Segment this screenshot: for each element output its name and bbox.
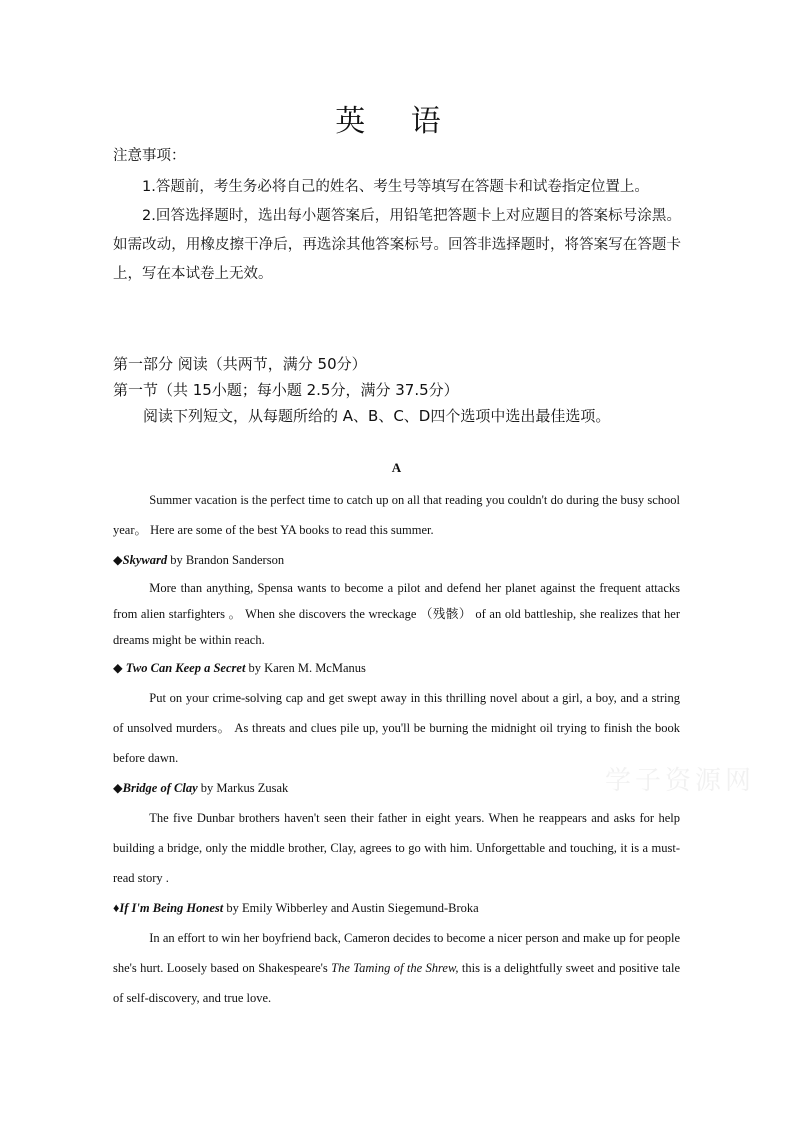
part-header [113, 351, 693, 429]
instruction: 阅读下列短文，从每题所给的 A、B、C、D四个选项中选出最佳选项。 [143, 407, 611, 425]
book-desc-4 [113, 923, 680, 1013]
book-heading-4 [113, 893, 680, 923]
bullet-icon: ◆ [113, 781, 123, 795]
book-heading-1 [113, 545, 680, 575]
book-desc-1: More than anything, Spensa wants to become a pilot and defend her planet against the frequent attacks from alien starfighters 。 When she discovers the wreckage （残骸） of an old battleship, she realizes that her dreams might be within reach. [113, 581, 680, 647]
bullet-icon: ♦ [113, 901, 120, 915]
book-author: by Karen M. McManus [245, 661, 366, 675]
bullet-icon: ◆ [113, 661, 126, 675]
notice-item-2: 2.回答选择题时，选出每小题答案后，用铅笔把答题卡上对应题目的答案标号涂黑。 如需改动，用橡皮擦干净后，再选涂其他答案标号。回答非选择题时，将答案写在答题卡 上，写在本试卷上无效。 [113, 208, 681, 282]
book-author: by Emily Wibberley and Austin Siegemund-Broka [223, 901, 479, 915]
watermark: 学子资源网 [605, 766, 756, 796]
notice-item-1: 1.答题前，考生务必将自己的姓名、考生号等填写在答题卡和试卷指定位置上。 [142, 179, 649, 195]
section-title: 第一节（共 15小题；每小题 2.5分，满分 37.5分） [113, 381, 459, 399]
book-author: by Markus Zusak [197, 781, 289, 795]
passage-a [113, 458, 680, 1013]
book-title: Two Can Keep a Secret [125, 661, 246, 675]
book-title: If I'm Being Honest [119, 901, 224, 915]
book-desc-2: Put on your crime-solving cap and get swept away in this thrilling novel about a girl, a boy, and a string of unsolved murders。 As threats and clues pile up, you'll be burning the midnight oil trying to finish the book before dawn. [113, 691, 680, 765]
book-title: Skyward [122, 553, 168, 567]
book-heading-2 [113, 653, 680, 683]
passage-label: A [391, 460, 402, 475]
bullet-icon: ◆ [113, 553, 123, 567]
book-author: by Brandon Sanderson [167, 553, 285, 567]
notice-block [113, 145, 681, 289]
desc-text: In an effort to win her boyfriend back, Cameron decides to become a nicer person and make up for people she's hurt. Loosely based on Shakespeare's [113, 931, 680, 975]
desc-italic-title: The Taming of the Shrew, [331, 961, 459, 975]
desc-text: this is a delightfully sweet and positive tale of self-discovery, and true love. [113, 961, 680, 1005]
notice-heading: 注意事项： [113, 148, 186, 164]
passage-intro: Summer vacation is the perfect time to catch up on all that reading you couldn't do during the busy school year。 Here are some of the best YA books to read this summer. [113, 493, 680, 537]
part-title: 第一部分 阅读（共两节，满分 50分） [113, 355, 367, 373]
book-desc-3: The five Dunbar brothers haven't seen their father in eight years. When he reappears and asks for help building a bridge, only the middle brother, Clay, agrees to go with him. Unforgettable and touching, it is a must-read story . [113, 811, 680, 885]
page-title: 英 语 [335, 104, 459, 139]
book-title: Bridge of Clay [122, 781, 198, 795]
book-heading-3 [113, 773, 680, 803]
